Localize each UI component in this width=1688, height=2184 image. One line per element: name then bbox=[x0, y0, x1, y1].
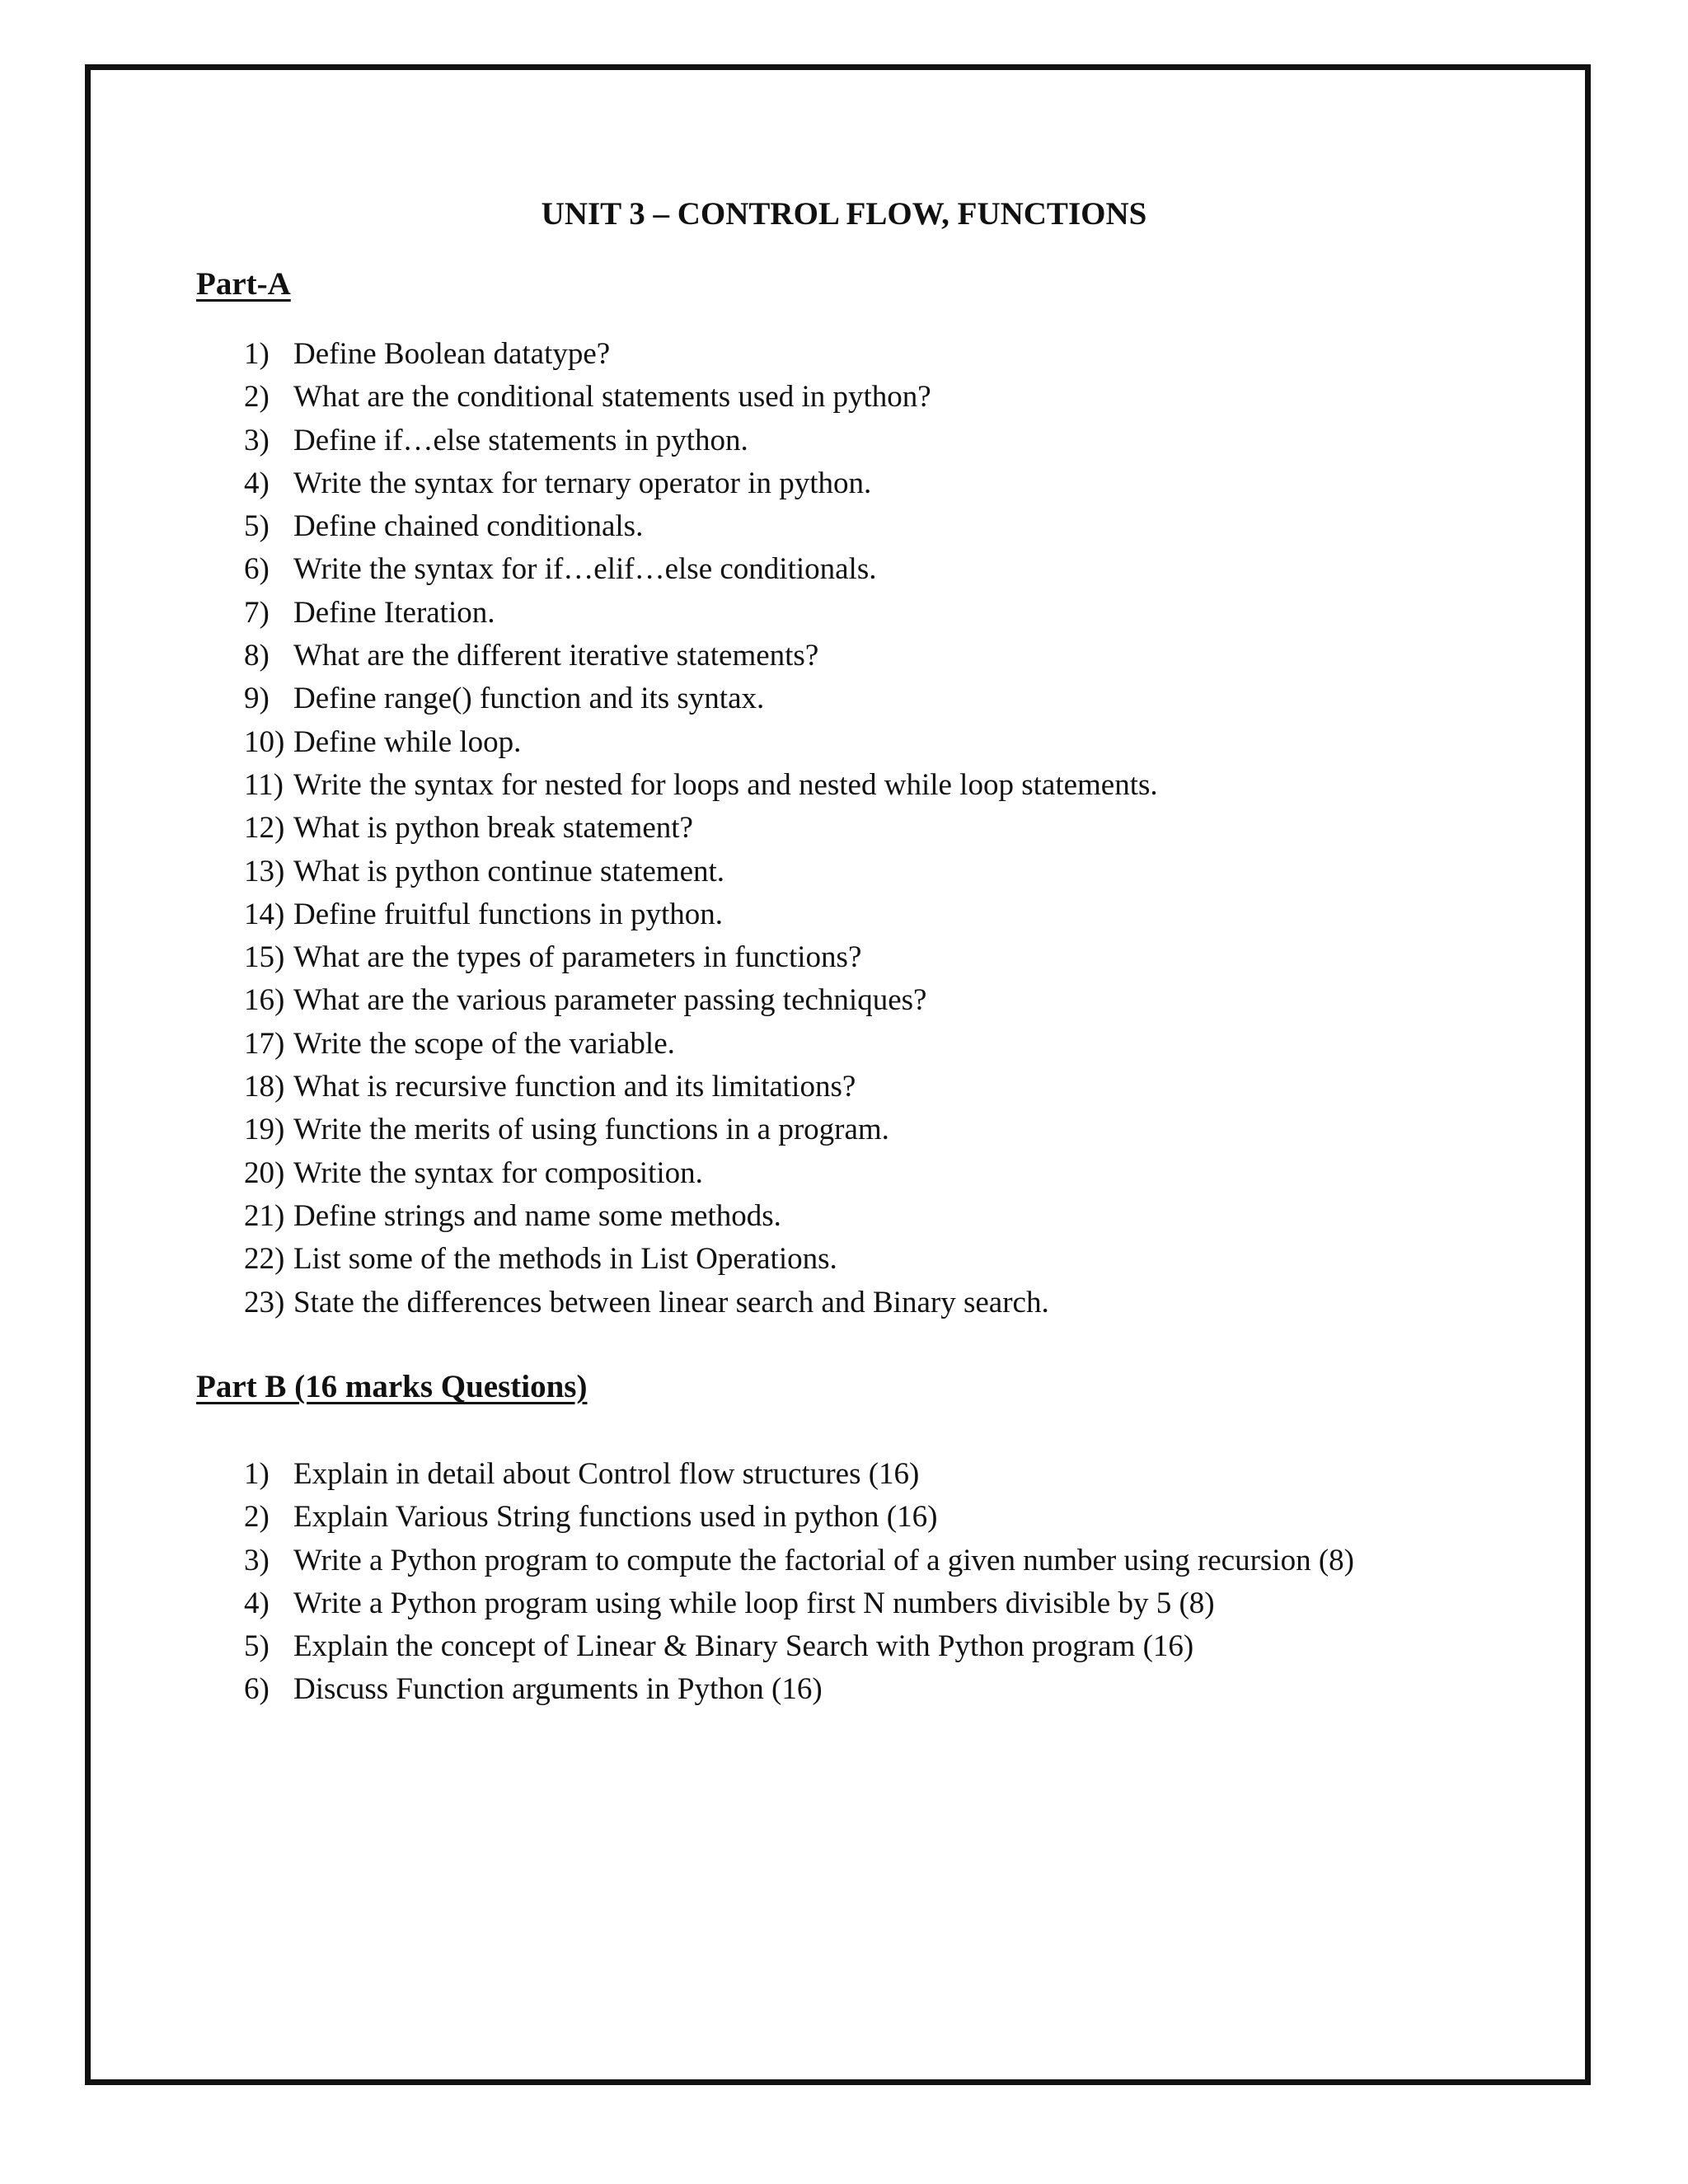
question-text: Define chained conditionals. bbox=[293, 509, 644, 544]
question-text: Explain Various String functions used in python (16) bbox=[293, 1500, 938, 1535]
question-item bbox=[0, 1282, 1688, 1324]
question-text: What are the conditional statements used in python? bbox=[293, 380, 931, 415]
question-item bbox=[0, 851, 1688, 893]
question-text: Define Iteration. bbox=[293, 595, 495, 630]
question-item bbox=[0, 1625, 1688, 1668]
question-item bbox=[0, 1152, 1688, 1195]
part-b-heading: Part B (16 marks Questions) bbox=[196, 1369, 588, 1404]
question-text: What is python break statement? bbox=[293, 811, 693, 846]
question-text: Define Boolean datatype? bbox=[293, 337, 611, 371]
question-item bbox=[0, 1108, 1688, 1151]
question-number: 3) bbox=[244, 1543, 270, 1577]
question-number: 4) bbox=[244, 466, 270, 500]
question-text: List some of the methods in List Operations. bbox=[293, 1242, 837, 1277]
question-item bbox=[0, 1496, 1688, 1539]
question-number: 15) bbox=[244, 940, 285, 975]
question-text: Write a Python program using while loop first N numbers divisible by 5 (8) bbox=[293, 1586, 1215, 1620]
question-number: 19) bbox=[244, 1113, 285, 1147]
question-item bbox=[0, 936, 1688, 979]
question-text: Define while loop. bbox=[293, 724, 522, 759]
question-number: 5) bbox=[244, 509, 270, 544]
question-item bbox=[0, 1540, 1688, 1582]
question-item bbox=[0, 979, 1688, 1022]
question-item bbox=[0, 419, 1688, 462]
question-number: 13) bbox=[244, 854, 285, 888]
question-item bbox=[0, 635, 1688, 677]
question-text: Define fruitful functions in python. bbox=[293, 897, 723, 931]
question-text: Define if…else statements in python. bbox=[293, 423, 748, 457]
question-number: 22) bbox=[244, 1242, 285, 1277]
question-item bbox=[0, 1066, 1688, 1108]
question-text: What are the different iterative statements? bbox=[293, 639, 819, 673]
question-text: Define strings and name some methods. bbox=[293, 1198, 781, 1233]
question-number: 1) bbox=[244, 337, 270, 371]
question-item bbox=[0, 721, 1688, 764]
question-number: 2) bbox=[244, 1500, 270, 1535]
question-item bbox=[0, 1023, 1688, 1066]
question-text: Discuss Function arguments in Python (16) bbox=[293, 1672, 823, 1707]
question-text: Explain in detail about Control flow structures (16) bbox=[293, 1457, 920, 1491]
document-title: UNIT 3 – CONTROL FLOW, FUNCTIONS bbox=[541, 196, 1147, 232]
question-number: 21) bbox=[244, 1198, 285, 1233]
question-text: What are the various parameter passing techniques? bbox=[293, 983, 927, 1018]
question-text: Define range() function and its syntax. bbox=[293, 682, 765, 716]
question-text: Write the scope of the variable. bbox=[293, 1026, 675, 1061]
question-item bbox=[0, 1453, 1688, 1496]
question-item bbox=[0, 548, 1688, 591]
question-text: Write a Python program to compute the factorial of a given number using recursion (8) bbox=[293, 1543, 1354, 1577]
part-a-heading: Part-A bbox=[196, 266, 291, 302]
question-text: What is python continue statement. bbox=[293, 854, 725, 888]
question-item bbox=[0, 333, 1688, 376]
question-text: State the differences between linear search and Binary search. bbox=[293, 1285, 1049, 1319]
question-number: 8) bbox=[244, 639, 270, 673]
question-item bbox=[0, 807, 1688, 850]
question-number: 20) bbox=[244, 1155, 285, 1190]
question-item bbox=[0, 677, 1688, 720]
question-item bbox=[0, 1668, 1688, 1711]
question-number: 10) bbox=[244, 724, 285, 759]
question-item bbox=[0, 1238, 1688, 1281]
question-number: 12) bbox=[244, 811, 285, 846]
question-text: What are the types of parameters in functions? bbox=[293, 940, 862, 975]
question-item bbox=[0, 764, 1688, 807]
question-number: 4) bbox=[244, 1586, 270, 1620]
question-number: 16) bbox=[244, 983, 285, 1018]
question-item bbox=[0, 1195, 1688, 1238]
question-text: Explain the concept of Linear & Binary Search with Python program (16) bbox=[293, 1629, 1194, 1664]
question-item bbox=[0, 376, 1688, 419]
question-number: 2) bbox=[244, 380, 270, 415]
question-text: Write the syntax for composition. bbox=[293, 1155, 703, 1190]
question-item bbox=[0, 462, 1688, 505]
question-number: 23) bbox=[244, 1285, 285, 1319]
part-b-question-list bbox=[0, 1453, 1688, 1712]
question-text: What is recursive function and its limitations? bbox=[293, 1070, 856, 1104]
question-item bbox=[0, 893, 1688, 936]
question-number: 6) bbox=[244, 552, 270, 587]
question-number: 14) bbox=[244, 897, 285, 931]
question-number: 6) bbox=[244, 1672, 270, 1707]
question-text: Write the syntax for if…elif…else conditionals. bbox=[293, 552, 877, 587]
question-number: 11) bbox=[244, 767, 284, 802]
question-number: 17) bbox=[244, 1026, 285, 1061]
question-number: 18) bbox=[244, 1070, 285, 1104]
question-number: 5) bbox=[244, 1629, 270, 1664]
part-a-question-list bbox=[0, 333, 1688, 1324]
question-item bbox=[0, 1582, 1688, 1625]
question-text: Write the merits of using functions in a program. bbox=[293, 1113, 889, 1147]
question-number: 9) bbox=[244, 682, 270, 716]
question-text: Write the syntax for ternary operator in python. bbox=[293, 466, 872, 500]
question-text: Write the syntax for nested for loops and nested while loop statements. bbox=[293, 767, 1158, 802]
question-number: 3) bbox=[244, 423, 270, 457]
question-number: 1) bbox=[244, 1457, 270, 1491]
question-item bbox=[0, 505, 1688, 548]
question-item bbox=[0, 592, 1688, 635]
question-number: 7) bbox=[244, 595, 270, 630]
